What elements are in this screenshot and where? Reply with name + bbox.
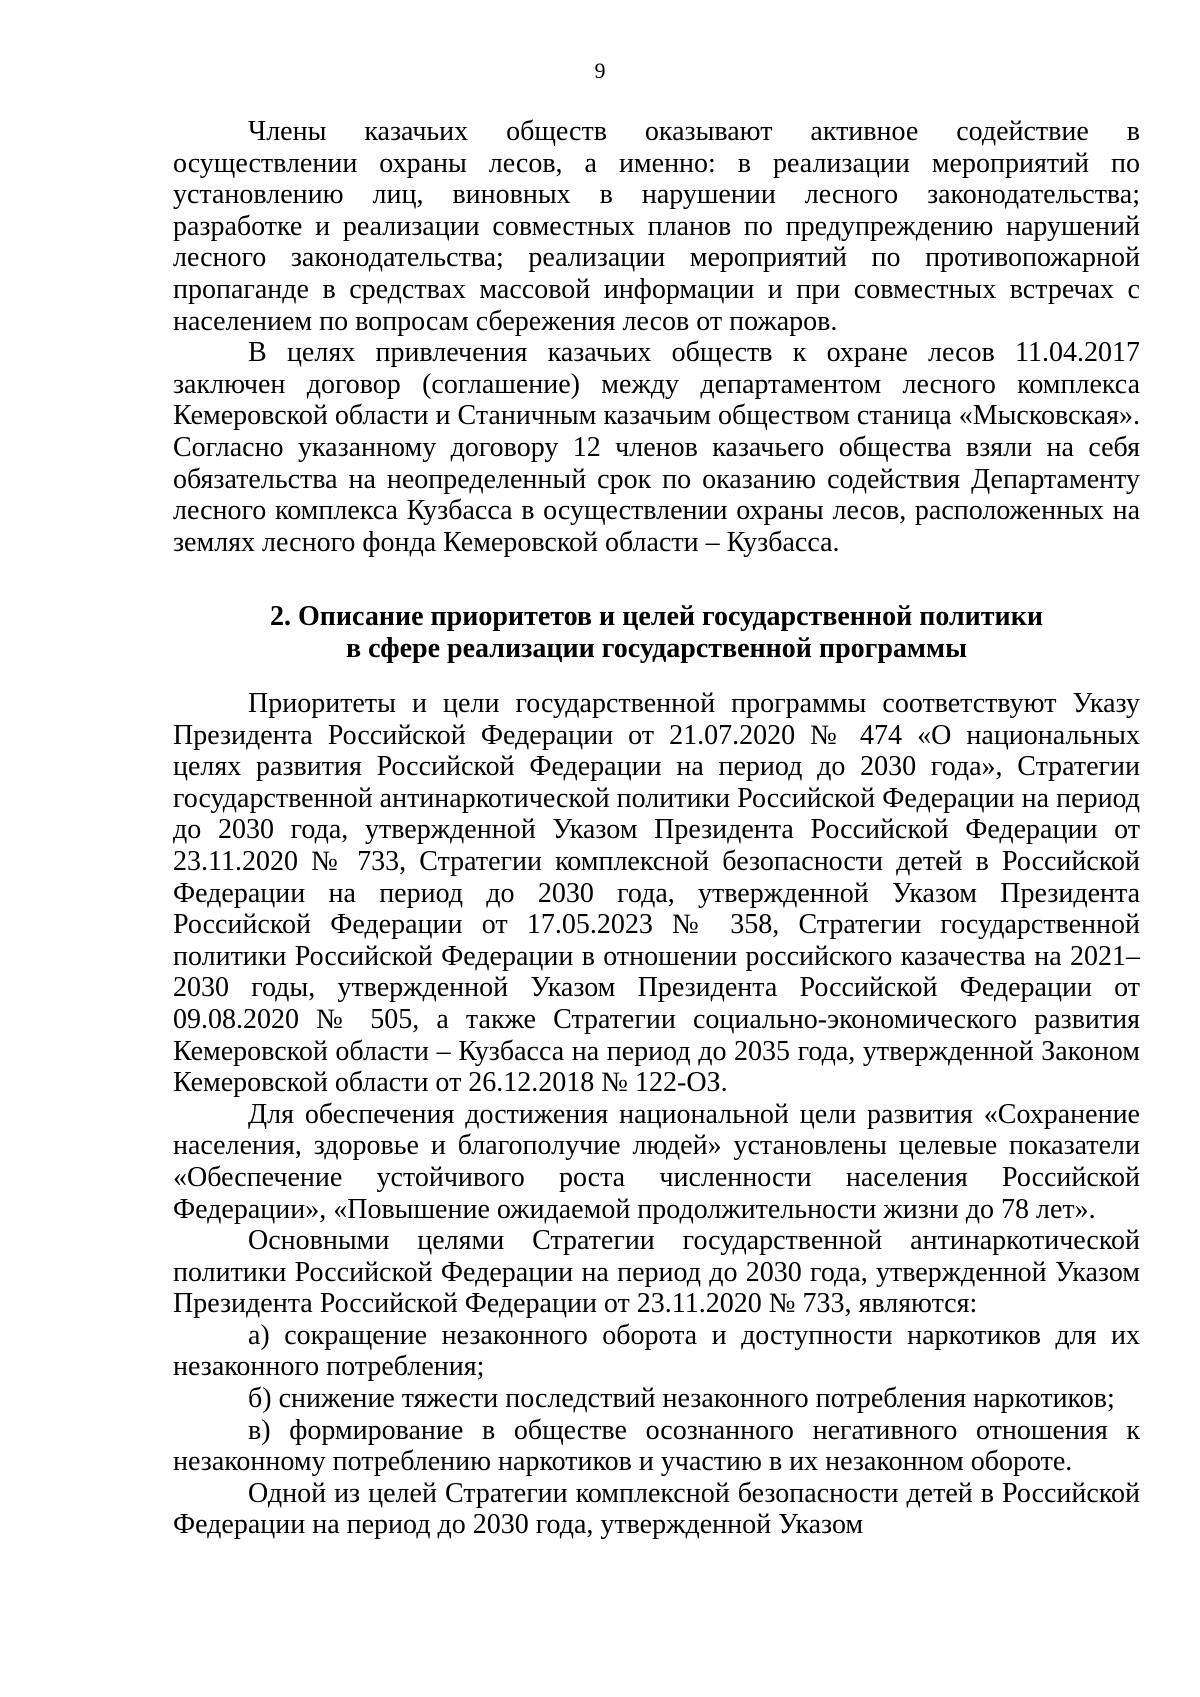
paragraph: Для обеспечения достижения национальной цели развития «Сохранение населения, здоровье и благополучие людей» установлены целевые показатели «Обеспечение устойчивого роста численности населения Российской Федерации», «Повышение ожидаемой продолжительности жизни до 78 лет».: [173, 1098, 1140, 1225]
heading-line: в сфере реализации государственной программы: [346, 633, 967, 664]
paragraph: Одной из целей Стратегии комплексной безопасности детей в Российской Федерации на период до 2030 года, утвержденной Указом: [173, 1477, 1140, 1541]
list-item: б) снижение тяжести последствий незаконного потребления наркотиков;: [248, 1383, 1115, 1415]
paragraph: В целях привлечения казачьих обществ к охране лесов 11.04.2017 заключен договор (соглашение) между департаментом лесного комплекса Кемеровской области и Станичным казачьим обществом станица «Мысковская». Согласно указанному договору 12 членов казачьего общества взяли на себя обязательства на неопределенный срок по оказанию содействия Департаменту лесного комплекса Кузбасса в осуществлении охраны лесов, расположенных на землях лесного фонда Кемеровской области – Кузбасса.: [173, 337, 1140, 558]
section-2-heading: [173, 601, 1140, 665]
paragraph: Приоритеты и цели государственной программы соответствуют Указу Президента Российской Федерации от 21.07.2020 № 474 «О национальных целях развития Российской Федерации на период до 2030 года», Стратегии государственной антинаркотической политики Российской Федерации на период до 2030 года, утвержденной Указом Президента Российской Федерации от 23.11.2020 № 733, Стратегии комплексной безопасности детей в Российской Федерации на период до 2030 года, утвержденной Указом Президента Российской Федерации от 17.05.2023 № 358, Стратегии государственной политики Российской Федерации в отношении российского казачества на 2021–2030 годы, утвержденной Указом Президента Российской Федерации от 09.08.2020 № 505, а также Стратегии социально-экономического развития Кемеровской области – Кузбасса на период до 2035 года, утвержденной Законом Кемеровской области от 26.12.2018 № 122-ОЗ.: [173, 688, 1140, 1099]
paragraph: Основными целями Стратегии государственной антинаркотической политики Российской Федерации на период до 2030 года, утвержденной Указом Президента Российской Федерации от 23.11.2020 № 733, являются:: [173, 1225, 1140, 1320]
section-1-text: [173, 116, 1140, 558]
page-number: 9: [594, 58, 606, 83]
list-item: а) сокращение незаконного оборота и доступности наркотиков для их незаконного потребления;: [173, 1319, 1140, 1383]
section-2-text: [173, 688, 1140, 1541]
list-item: в) формирование в обществе осознанного негативного отношения к незаконному потреблению наркотиков и участию в их незаконном обороте.: [173, 1414, 1140, 1478]
paragraph: Члены казачьих обществ оказывают активное содействие в осуществлении охраны лесов, а именно: в реализации мероприятий по установлению лиц, виновных в нарушении лесного законодательства; разработке и реализации совместных планов по предупреждению нарушений лесного законодательства; реализации мероприятий по противопожарной пропаганде в средствах массовой информации и при совместных встречах с населением по вопросам сбережения лесов от пожаров.: [173, 116, 1140, 337]
heading-line: 2. Описание приоритетов и целей государственной политики: [270, 601, 1043, 632]
